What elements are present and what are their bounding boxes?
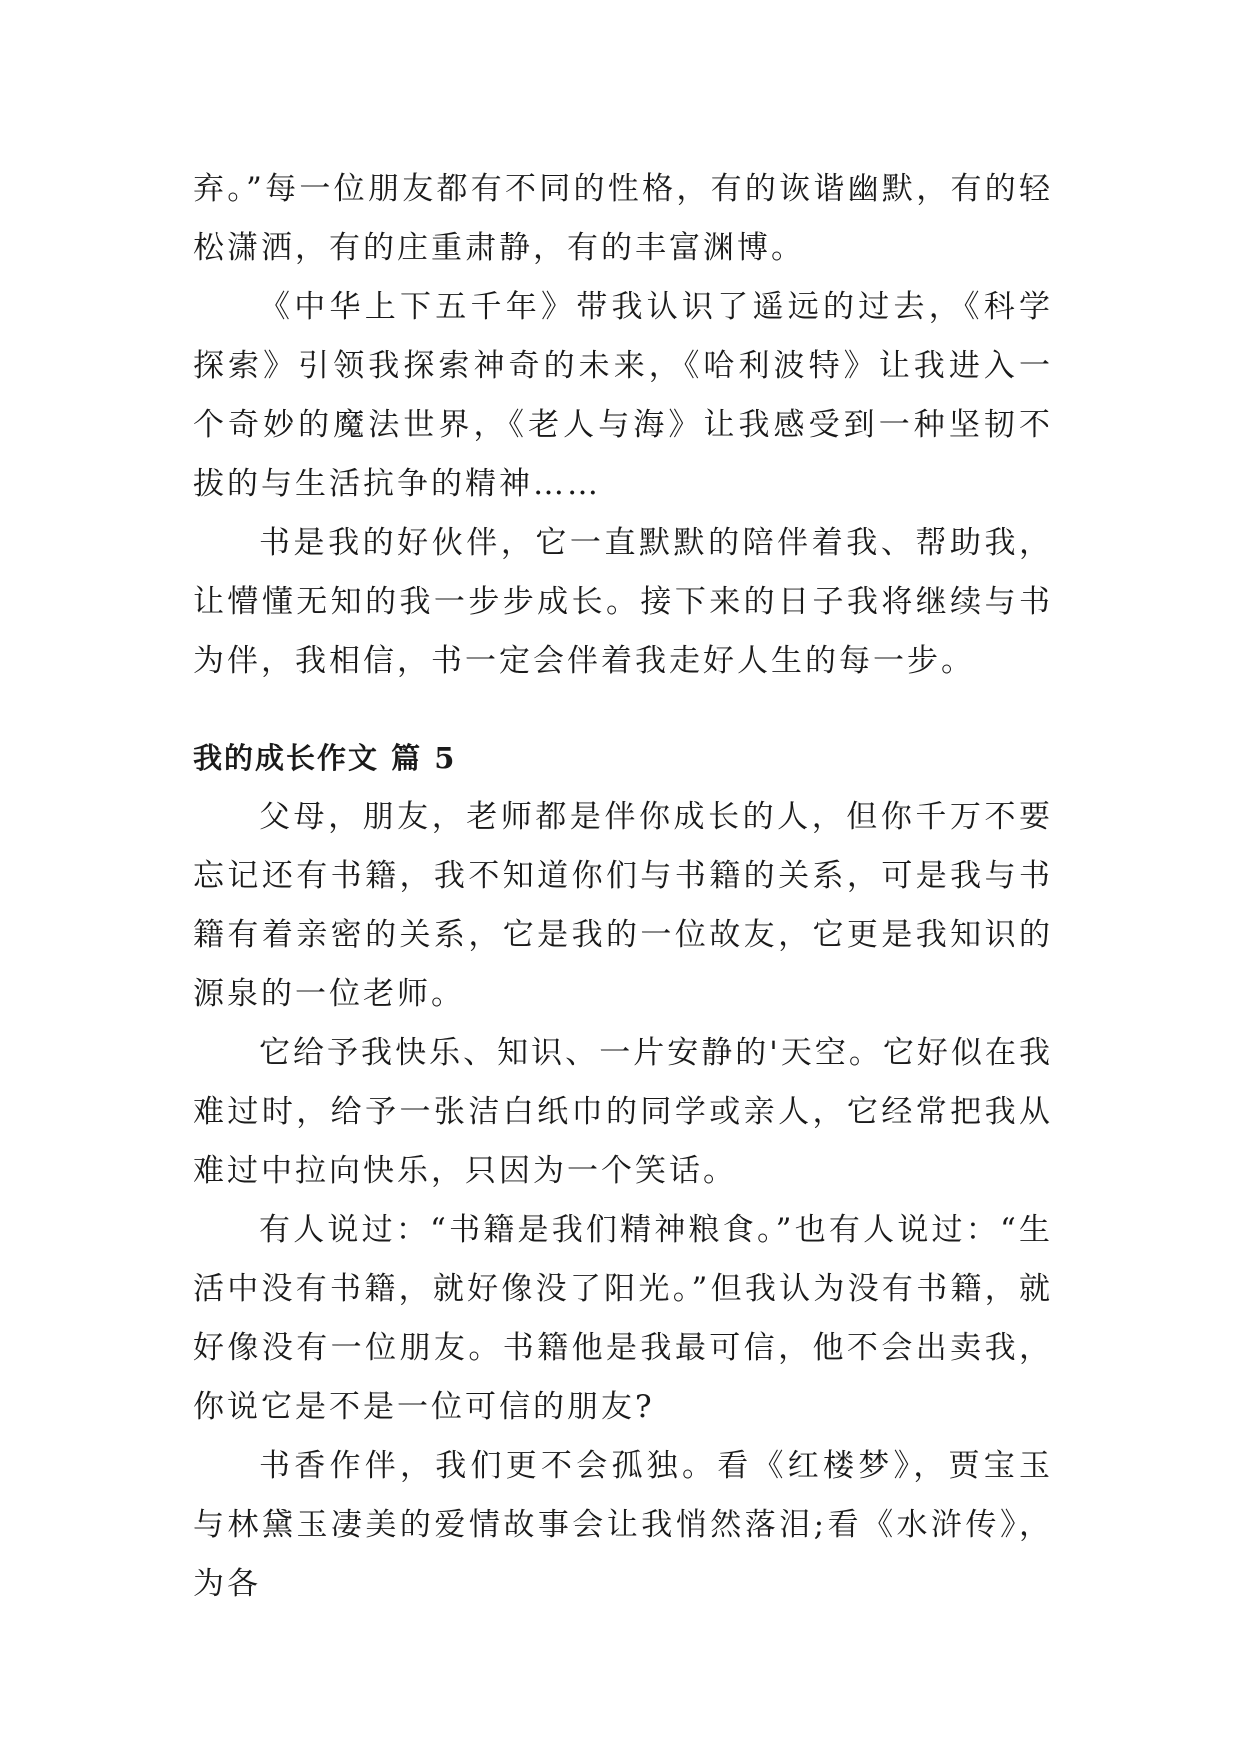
paragraph-7: 书香作伴，我们更不会孤独。看《红楼梦》，贾宝玉与林黛玉凄美的爱情故事会让我悄然落泪;看《水浒传》，为各 — [193, 1448, 1053, 1602]
section-heading: 我的成长作文 篇 5 — [193, 741, 457, 775]
paragraph-4: 父母，朋友，老师都是伴你成长的人，但你千万不要忘记还有书籍，我不知道你们与书籍的关系，可是我与书籍有着亲密的关系，它是我的一位故友，它更是我知识的源泉的一位老师。 — [193, 799, 1053, 1012]
paragraph-3: 书是我的好伙伴，它一直默默的陪伴着我、帮助我，让懵懂无知的我一步步成长。接下来的日子我将继续与书为伴，我相信，书一定会伴着我走好人生的每一步。 — [193, 525, 1053, 679]
paragraph-6: 有人说过：“书籍是我们精神粮食。”也有人说过：“生活中没有书籍，就好像没了阳光。”但我认为没有书籍，就好像没有一位朋友。书籍他是我最可信，他不会出卖我，你说它是不是一位可信的朋友? — [193, 1212, 1053, 1425]
paragraph-2: 《中华上下五千年》带我认识了遥远的过去，《科学探索》引领我探索神奇的未来，《哈利波特》让我进入一个奇妙的魔法世界，《老人与海》让我感受到一种坚韧不拔的与生活抗争的精神…… — [193, 289, 1053, 502]
paragraph-5: 它给予我快乐、知识、一片安静的'天空。它好似在我难过时，给予一张洁白纸巾的同学或亲人，它经常把我从难过中拉向快乐，只因为一个笑话。 — [193, 1035, 1053, 1189]
paragraph-1: 弃。”每一位朋友都有不同的性格，有的诙谐幽默，有的轻松潇洒，有的庄重肃静，有的丰富渊博。 — [193, 171, 1053, 266]
document-body — [193, 160, 1053, 1614]
